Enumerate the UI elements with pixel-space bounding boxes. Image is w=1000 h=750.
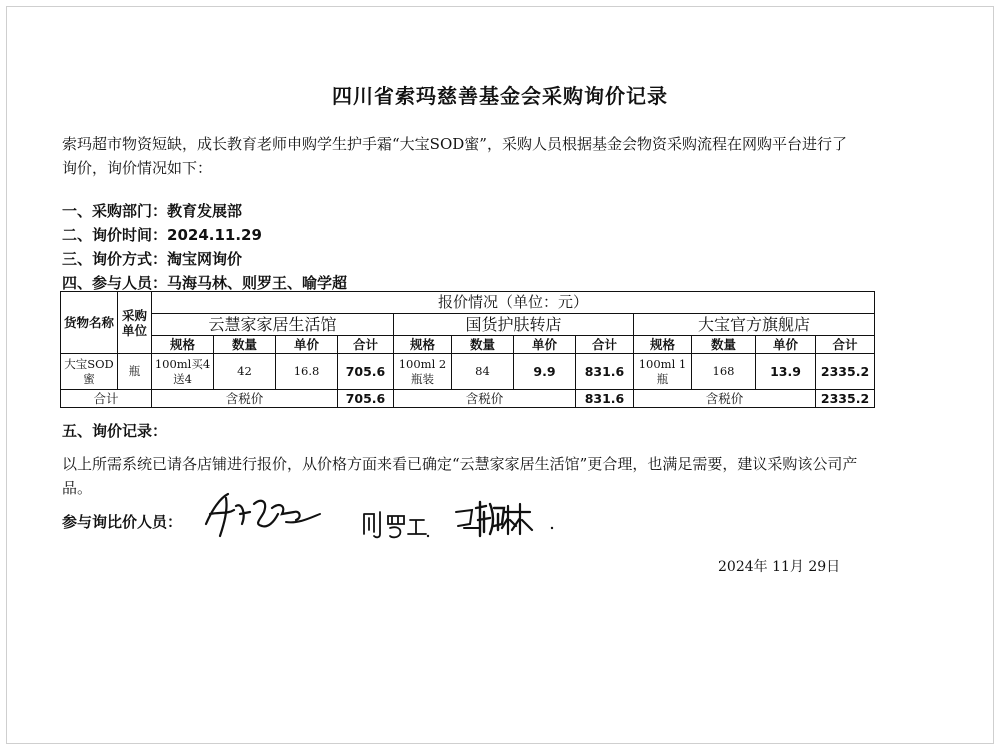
store-total: 705.6 (338, 390, 394, 408)
signature-yu-xuechao (198, 484, 328, 542)
intro-paragraph: 索玛超市物资短缺，成长教育老师申购学生护手霜“大宝SOD蜜”，采购人员根据基金会物资采购流程在网购平台进行了询价，询价情况如下： (62, 135, 847, 177)
qty-cell: 84 (452, 354, 514, 390)
store-header: 大宝官方旗舰店 (634, 314, 875, 336)
subheader-total: 合计 (816, 336, 875, 354)
tax-label: 含税价 (394, 390, 576, 408)
item-time (62, 224, 262, 245)
subheader-qty: 数量 (452, 336, 514, 354)
item-label: 二、询价时间： (62, 226, 168, 244)
subheader-price: 单价 (756, 336, 816, 354)
spec-cell: 100ml 2瓶装 (394, 354, 452, 390)
item-value: 淘宝网询价 (167, 250, 243, 268)
total-cell: 831.6 (576, 354, 634, 390)
store-total: 831.6 (576, 390, 634, 408)
item-label: 四、参与人员： (62, 274, 168, 292)
document-date: 2024年 11月 29日 (718, 559, 841, 575)
subheader-spec: 规格 (152, 336, 214, 354)
signature-ze-luowang (360, 504, 432, 544)
subheader-spec: 规格 (394, 336, 452, 354)
qty-cell: 168 (692, 354, 756, 390)
item-value: 马海马林、则罗王、喻学超 (167, 274, 348, 292)
qty-cell: 42 (214, 354, 276, 390)
participants-label: 参与询比价人员： (62, 513, 183, 531)
spec-cell: 100ml 1瓶 (634, 354, 692, 390)
section5-title: 五、询价记录： (62, 422, 168, 440)
header-purchase-unit: 采购单位 (118, 292, 152, 354)
subheader-total: 合计 (576, 336, 634, 354)
conclusion-paragraph: 以上所需系统已请各店铺进行报价，从价格方面来看已确定“云慧家家居生活馆”更合理，也满足需要，建议采购该公司产品。 (62, 455, 858, 497)
header-goods-name: 货物名称 (61, 292, 118, 354)
spec-cell: 100ml买4送4 (152, 354, 214, 390)
item-department (62, 200, 242, 221)
subheader-spec: 规格 (634, 336, 692, 354)
unit-cell: 瓶 (118, 354, 152, 390)
subheader-qty: 数量 (692, 336, 756, 354)
store-total: 2335.2 (816, 390, 875, 408)
subheader-price: 单价 (514, 336, 576, 354)
store-header: 国货护肤转店 (394, 314, 634, 336)
item-value: 2024.11.29 (167, 226, 262, 244)
total-row-label: 合计 (61, 390, 152, 408)
total-cell: 705.6 (338, 354, 394, 390)
quote-table (60, 291, 875, 408)
total-cell: 2335.2 (816, 354, 875, 390)
tax-label: 含税价 (634, 390, 816, 408)
subheader-qty: 数量 (214, 336, 276, 354)
item-label: 一、采购部门： (62, 202, 168, 220)
item-value: 教育发展部 (167, 202, 243, 220)
item-method (62, 248, 242, 269)
document-title: 四川省索玛慈善基金会采购询价记录 (332, 84, 668, 108)
price-cell: 16.8 (276, 354, 338, 390)
subheader-total: 合计 (338, 336, 394, 354)
header-quote-info: 报价情况（单位：元） (152, 292, 875, 314)
price-cell: 13.9 (756, 354, 816, 390)
tax-label: 含税价 (152, 390, 338, 408)
price-cell: 9.9 (514, 354, 576, 390)
subheader-price: 单价 (276, 336, 338, 354)
item-participants (62, 272, 347, 293)
store-header: 云慧家家居生活馆 (152, 314, 394, 336)
signature-mahai-malin (450, 494, 562, 544)
goods-name-cell: 大宝SOD蜜 (61, 354, 118, 390)
item-label: 三、询价方式： (62, 250, 168, 268)
